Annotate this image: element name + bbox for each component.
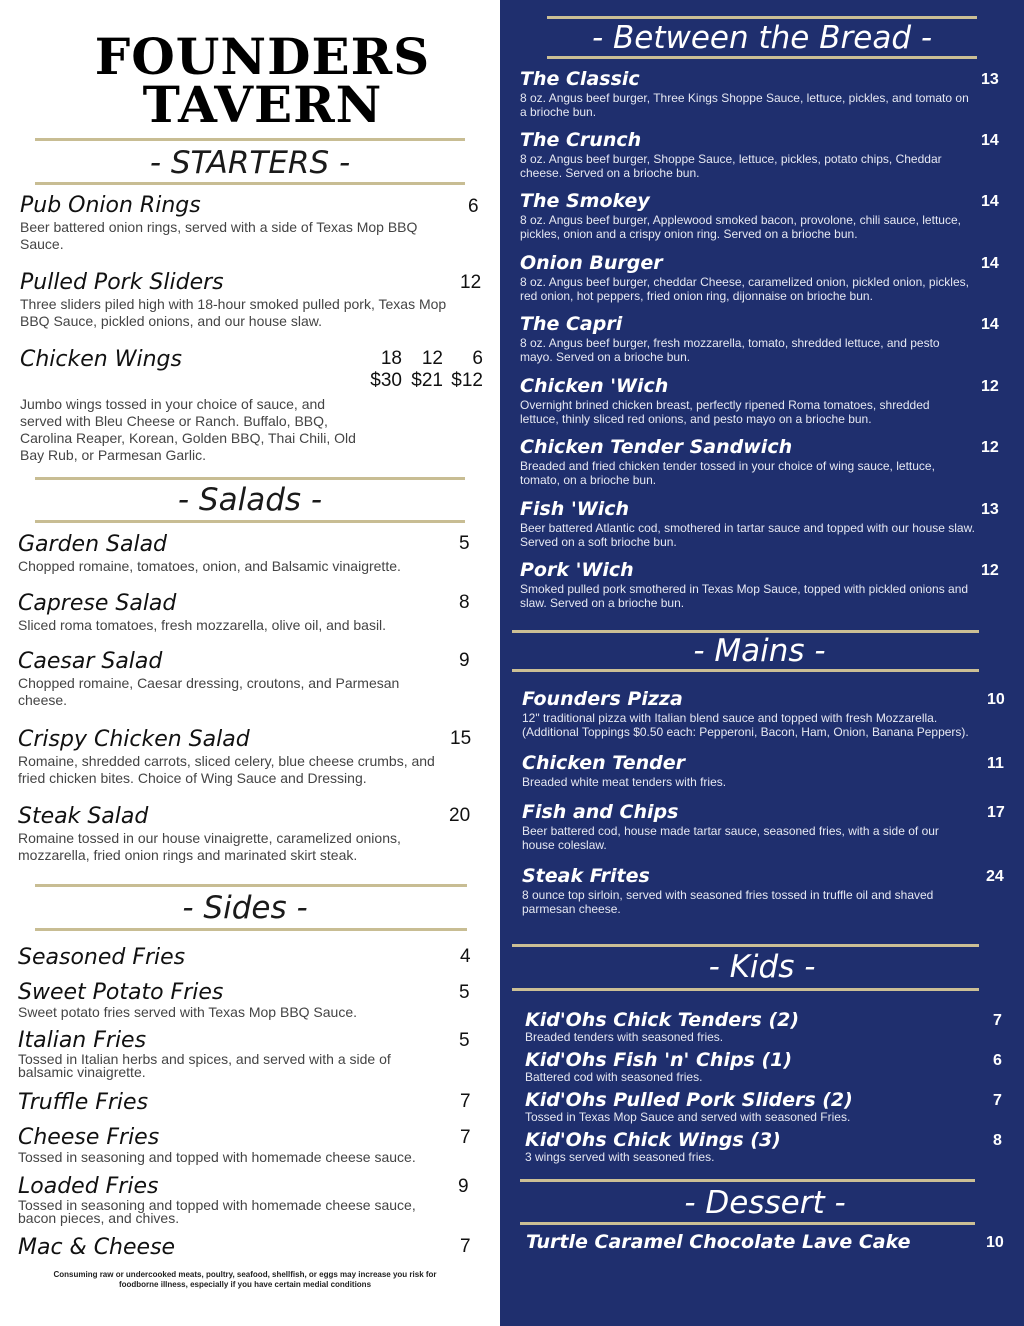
item-description: Overnight brined chicken breast, perfectly ripened Roma tomatoes, shredded lettuce, thinly sliced red onions, and pesto mayo on a brioche bun. (520, 398, 930, 426)
item-price: 14 (981, 255, 999, 272)
divider (35, 928, 467, 931)
menu-item (18, 649, 438, 709)
item-description: 8 oz. Angus beef burger, fresh mozzarella, tomato, shredded lettuce, and pesto mayo. Served on a brioche bun. (520, 336, 940, 364)
menu-item (20, 270, 450, 330)
item-name: Pulled Pork Sliders (20, 270, 224, 295)
menu-item (18, 945, 448, 971)
item-price: 14 (981, 193, 999, 210)
wing-option (405, 348, 443, 392)
right-panel (500, 0, 1024, 1326)
item-price: 4 (460, 946, 471, 967)
divider (512, 988, 979, 991)
menu-item-description-block (20, 396, 365, 464)
menu-item (525, 1129, 985, 1163)
restaurant-name-line1: FOUNDERS (94, 27, 431, 86)
item-name: Loaded Fries (18, 1174, 159, 1199)
menu-item (520, 67, 970, 119)
item-price: 6 (468, 196, 479, 217)
menu-item (18, 1126, 448, 1164)
item-name: Caprese Salad (18, 591, 177, 616)
divider (35, 520, 465, 523)
item-name: Chicken Wings (20, 347, 182, 372)
menu-item (18, 591, 438, 634)
menu-item (520, 312, 970, 364)
item-price: 5 (459, 533, 470, 554)
item-description: Beer battered cod, house made tartar sauce, seasoned fries, with a side of our house coleslaw. (522, 824, 939, 852)
item-name: Founders Pizza (522, 688, 683, 710)
item-description: 3 wings served with seasoned fries. (525, 1150, 715, 1164)
item-name: Sweet Potato Fries (18, 980, 224, 1005)
item-description: Tossed in Italian herbs and spices, and served with a side of balsamic vinaigrette. (18, 1051, 391, 1080)
wing-option (445, 348, 483, 392)
menu-item (20, 347, 365, 373)
wing-count: 12 (421, 348, 443, 369)
item-price: 8 (993, 1132, 1002, 1149)
section-title-kids: - Kids - (708, 949, 816, 985)
section-title-dessert: - Dessert - (684, 1185, 846, 1221)
item-price: 5 (459, 1030, 470, 1051)
item-price: 15 (450, 728, 472, 749)
item-description: 8 ounce top sirloin, served with seasoned fries tossed in truffle oil and shaved parmesan cheese. (522, 888, 934, 916)
menu-item (525, 1049, 985, 1083)
menu-item (520, 497, 975, 549)
item-name: Truffle Fries (18, 1090, 149, 1115)
item-price: 5 (459, 982, 470, 1003)
item-name: Chicken 'Wich (520, 375, 669, 397)
item-price: 9 (458, 1176, 469, 1197)
food-safety-disclaimer: Consuming raw or undercooked meats, poultry, seafood, shellfish, or eggs may increase you risk for foodborne illness, especially if you have certain medial conditions (53, 1270, 437, 1289)
item-price: 10 (987, 691, 1005, 708)
item-price: 7 (993, 1012, 1002, 1029)
menu-item (18, 1029, 448, 1079)
divider (35, 138, 465, 141)
item-description: Sweet potato fries served with Texas Mop BBQ Sauce. (18, 1004, 358, 1020)
divider (547, 56, 977, 59)
divider (520, 1222, 975, 1225)
item-name: Pork 'Wich (520, 559, 634, 581)
item-description: 8 oz. Angus beef burger, cheddar Cheese, caramelized onion, pickled onion, pickles, red onion, hot peppers, fried onion ring, dijonnaise on brioche bun. (520, 275, 969, 303)
divider (547, 16, 977, 19)
item-name: Chicken Tender (522, 752, 686, 774)
menu-item (520, 435, 970, 487)
restaurant-name-line2: TAVERN (142, 75, 383, 134)
item-price: 7 (460, 1127, 471, 1148)
wing-option (364, 348, 402, 392)
item-description: 8 oz. Angus beef burger, Three Kings Shoppe Sauce, lettuce, pickles, and tomato on a brioche bun. (520, 91, 969, 119)
divider (520, 1179, 975, 1182)
menu-item (18, 727, 443, 787)
item-description: Breaded and fried chicken tender tossed in your choice of wing sauce, lettuce, tomato, on a brioche bun. (520, 459, 935, 487)
item-price: 12 (981, 378, 999, 395)
menu-item (522, 864, 972, 916)
menu-item (522, 751, 972, 789)
item-price: 8 (459, 592, 470, 613)
item-price: 12 (981, 562, 999, 579)
item-price: 11 (987, 755, 1004, 772)
item-name: Fish and Chips (522, 801, 679, 823)
item-name: Italian Fries (18, 1028, 147, 1053)
item-description: Chopped romaine, tomatoes, onion, and Balsamic vinaigrette. (18, 558, 401, 574)
item-description: Breaded tenders with seasoned fries. (525, 1030, 724, 1044)
section-title-between-the-bread: - Between the Bread - (591, 20, 933, 56)
item-name: Seasoned Fries (18, 945, 186, 970)
item-description: Romaine tossed in our house vinaigrette, caramelized onions, mozzarella, fried onion rings and marinated skirt steak. (18, 830, 401, 863)
divider (35, 884, 467, 887)
item-description: Tossed in seasoning and topped with homemade cheese sauce, bacon pieces, and chives. (18, 1197, 416, 1226)
item-name: Kid'Ohs Pulled Pork Sliders (2) (525, 1089, 853, 1111)
item-description: Tossed in seasoning and topped with homemade cheese sauce. (18, 1149, 416, 1165)
menu-item (18, 532, 438, 575)
item-name: Kid'Ohs Chick Tenders (2) (525, 1009, 800, 1031)
item-description: Breaded white meat tenders with fries. (522, 775, 727, 789)
wing-count: 6 (472, 348, 483, 369)
menu-item (522, 800, 972, 852)
item-price: 10 (986, 1234, 1004, 1251)
item-name: The Smokey (520, 190, 650, 212)
menu-item (520, 558, 970, 610)
item-description: 8 oz. Angus beef burger, Applewood smoked bacon, provolone, chili sauce, lettuce, pickles, onion and a crispy onion ring. Served on a brioche bun. (520, 213, 961, 241)
item-name: Fish 'Wich (520, 498, 630, 520)
item-name: Onion Burger (520, 252, 663, 274)
item-name: Crispy Chicken Salad (18, 727, 250, 752)
menu-item (522, 687, 982, 739)
item-price: 13 (981, 501, 999, 518)
menu-item (20, 193, 440, 253)
item-price: 14 (981, 316, 999, 333)
item-name: Cheese Fries (18, 1125, 160, 1150)
item-description: Jumbo wings tossed in your choice of sauce, and served with Bleu Cheese or Ranch. Buffalo, BBQ, Carolina Reaper, Korean, Golden BBQ, Thai Chili, Old Bay Rub, or Parmesan Garlic. (20, 396, 356, 463)
wing-price: $12 (451, 370, 483, 391)
menu-item (520, 128, 970, 180)
item-name: The Capri (520, 313, 623, 335)
left-panel (0, 0, 500, 1326)
item-description: Three sliders piled high with 18-hour smoked pulled pork, Texas Mop BBQ Sauce, pickled onions, and our house slaw. (20, 296, 447, 329)
wing-price: $30 (370, 370, 402, 391)
divider (512, 669, 979, 672)
wing-count: 18 (380, 348, 402, 369)
item-description: Sliced roma tomatoes, fresh mozzarella, olive oil, and basil. (18, 617, 387, 633)
menu-item (18, 1235, 448, 1261)
item-description: Beer battered Atlantic cod, smothered in tartar sauce and topped with our house slaw. Served on a soft brioche bun. (520, 521, 975, 549)
item-name: Steak Salad (18, 804, 149, 829)
divider (35, 182, 465, 185)
menu-item (18, 1090, 448, 1116)
menu-item (520, 189, 980, 241)
item-price: 7 (460, 1236, 471, 1257)
item-price: 24 (986, 868, 1004, 885)
item-name: Steak Frites (522, 865, 650, 887)
item-description: Romaine, shredded carrots, sliced celery, blue cheese crumbs, and fried chicken bites. Choice of Wing Sauce and Dressing. (18, 753, 435, 786)
item-price: 20 (449, 805, 471, 826)
item-price: 9 (459, 650, 470, 671)
item-name: Mac & Cheese (18, 1235, 176, 1260)
section-title-sides: - Sides - (182, 890, 308, 926)
menu-item (18, 804, 443, 864)
item-name: Chicken Tender Sandwich (520, 436, 793, 458)
item-name: The Classic (520, 68, 640, 90)
item-name: Garden Salad (18, 532, 168, 557)
section-title-mains: - Mains - (693, 633, 826, 669)
item-name: Pub Onion Rings (20, 193, 201, 218)
item-price: 12 (981, 439, 999, 456)
item-price: 7 (460, 1091, 471, 1112)
divider (512, 944, 979, 947)
item-name: Kid'Ohs Fish 'n' Chips (1) (525, 1049, 793, 1071)
item-price: 13 (981, 71, 999, 88)
menu-item (520, 374, 970, 426)
item-description: 8 oz. Angus beef burger, Shoppe Sauce, lettuce, pickles, potato chips, Cheddar cheese. Served on a brioche bun. (520, 152, 942, 180)
item-name: The Crunch (520, 129, 642, 151)
item-description: Beer battered onion rings, served with a side of Texas Mop BBQ Sauce. (20, 219, 418, 252)
divider (35, 477, 465, 480)
item-name: Turtle Caramel Chocolate Lave Cake (526, 1231, 911, 1253)
item-price: 12 (460, 272, 482, 293)
menu-item (525, 1089, 985, 1123)
item-name: Caesar Salad (18, 649, 163, 674)
item-price: 6 (993, 1052, 1002, 1069)
item-description: 12" traditional pizza with Italian blend sauce and topped with fresh Mozzarella. (Additional Toppings $0.50 each: Pepperoni, Bacon, Ham, Onion, Banana Peppers). (522, 711, 969, 739)
item-price: 17 (987, 804, 1005, 821)
menu-item (525, 1009, 985, 1043)
section-title-starters: - STARTERS - (149, 145, 351, 181)
menu-item (18, 1175, 448, 1225)
item-price: 14 (981, 132, 999, 149)
item-name: Kid'Ohs Chick Wings (3) (525, 1129, 781, 1151)
item-description: Tossed in Texas Mop Sauce and served with seasoned Fries. (525, 1110, 851, 1124)
item-description: Chopped romaine, Caesar dressing, croutons, and Parmesan cheese. (18, 675, 400, 708)
menu-item (520, 251, 985, 303)
item-price: 7 (993, 1092, 1002, 1109)
menu-item (18, 981, 448, 1019)
wing-price: $21 (411, 370, 443, 391)
section-title-salads: - Salads - (177, 482, 323, 518)
menu-item (526, 1230, 976, 1254)
item-description: Smoked pulled pork smothered in Texas Mop Sauce, topped with pickled onions and slaw. Served on a brioche bun. (520, 582, 969, 610)
item-description: Battered cod with seasoned fries. (525, 1070, 703, 1084)
